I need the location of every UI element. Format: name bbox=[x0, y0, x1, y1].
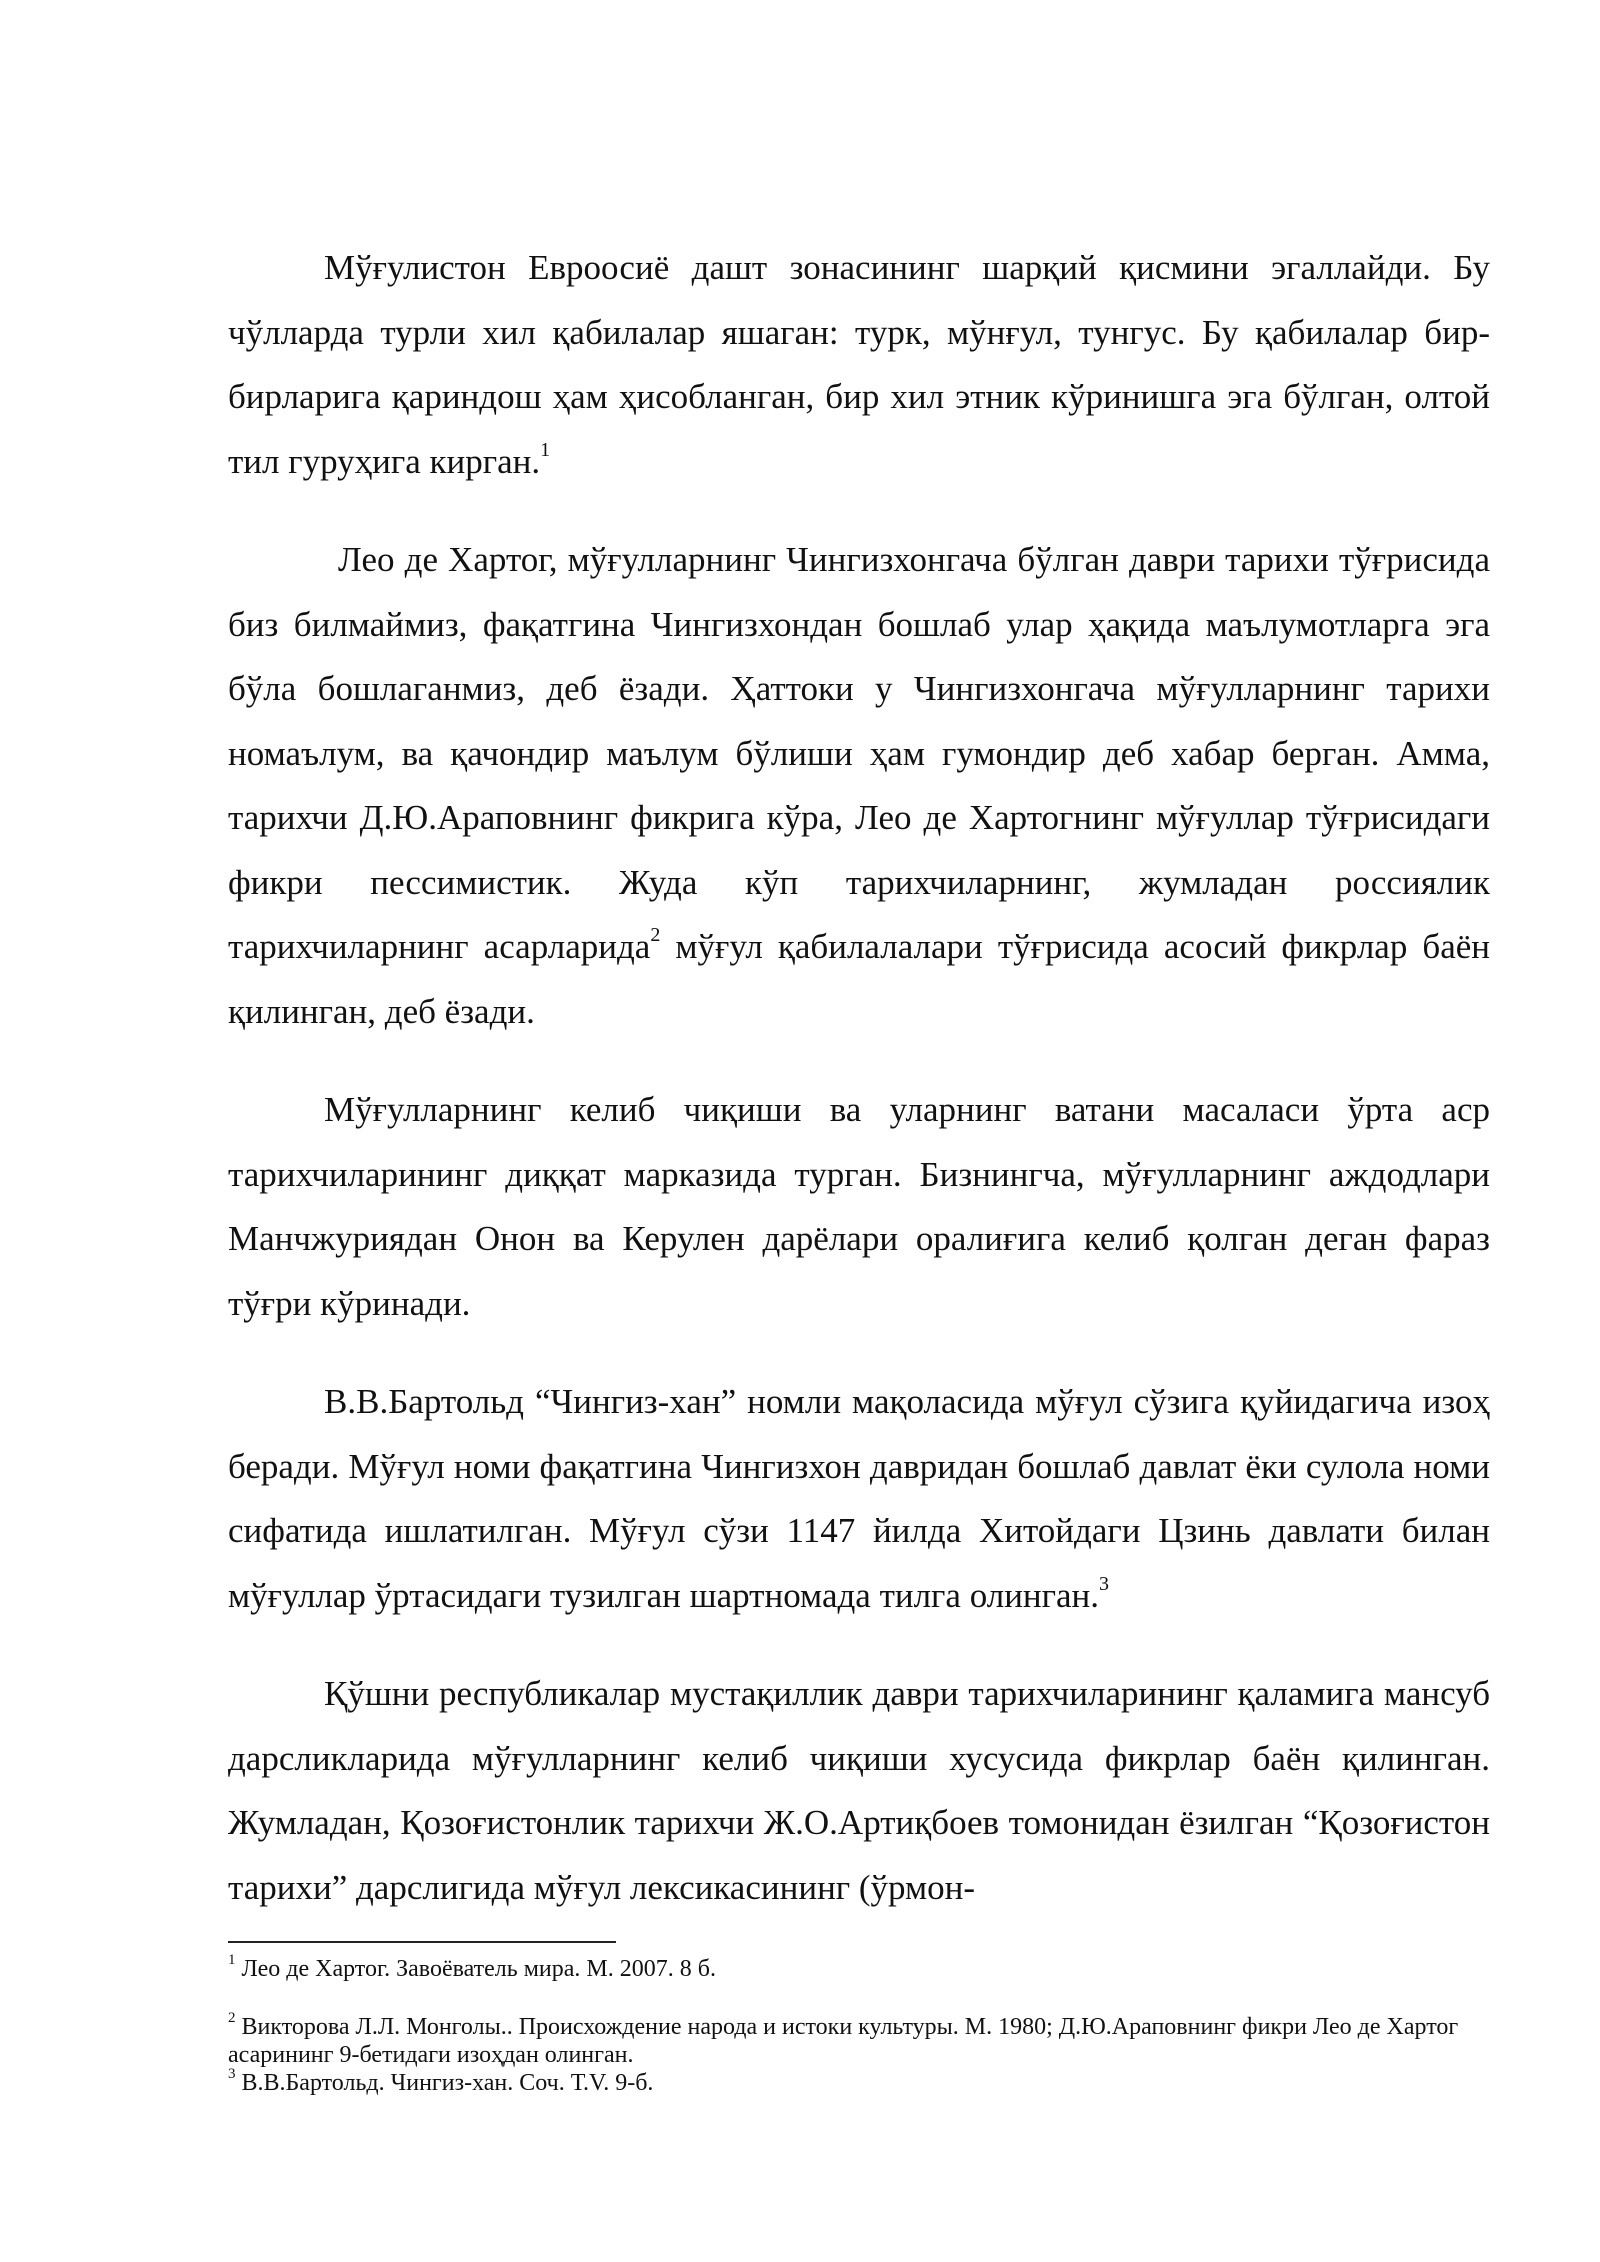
paragraph-2 bbox=[228, 528, 1490, 1044]
paragraph-3-text: Мўғулларнинг келиб чиқиши ва уларнинг ватани масаласи ўрта аср тарихчиларининг диққат марказида турган. Бизнингча, мўғулларнинг аждодлари Манчжуриядан Онон ва Керулен дарёлари оралиғига келиб қолган деган фараз тўғри кўринади. bbox=[228, 1090, 1490, 1323]
paragraph-1 bbox=[228, 236, 1490, 494]
footnote-2 bbox=[228, 2010, 1490, 2069]
body-text bbox=[228, 236, 1490, 1920]
paragraph-4 bbox=[228, 1370, 1490, 1628]
footnote-mark-2: 2 bbox=[228, 2010, 236, 2026]
footnote-3-text: В.В.Бартольд. Чингиз-хан. Соч. Т.V. 9-б. bbox=[235, 2070, 654, 2096]
footnote-2-text: Викторова Л.Л. Монголы.. Происхождение народа и истоки культуры. М. 1980; Д.Ю.Араповнинг фикри Лео де Хартог асарининг 9-бетидаги изоҳдан олинган. bbox=[228, 2014, 1459, 2068]
paragraph-2-text-continued: мўғул қабилалалари тўғрисида асосий фикрлар баён қилинган, деб ёзади. bbox=[228, 927, 1490, 1031]
paragraph-5-text: Қўшни республикалар мустақиллик даври тарихчиларининг қаламига мансуб дарсликларида мўғулларнинг келиб чиқиши хусусида фикрлар баён қилинган. Жумладан, Қозоғистонлик тарихчи Ж.О.Артиқбоев томонидан ёзилган “Қозоғистон тарихи” дарслигида мўғул лексикасининг (ўрмон- bbox=[228, 1674, 1490, 1907]
paragraph-1-text: Мўғулистон Евроосиё дашт зонасининг шарқий қисмини эгаллайди. Бу чўлларда турли хил қабилалар яшаган: турк, мўнғул, тунгус. Бу қабилалар бир-бирларига қариндош ҳам ҳисобланган, бир хил этник кўринишга эга бўлган, олтой тил гуруҳига кирган. bbox=[228, 248, 1490, 481]
footnote-mark-3: 3 bbox=[228, 2066, 236, 2082]
footnote-ref-3[interactable]: 3 bbox=[1099, 1572, 1110, 1595]
footnote-1-text: Лео де Хартог. Завоёватель мира. М. 2007. 8 б. bbox=[235, 1956, 716, 1982]
footnote-mark-1: 1 bbox=[228, 1952, 236, 1968]
footnote-ref-2[interactable]: 2 bbox=[650, 924, 661, 947]
footnote-ref-1[interactable]: 1 bbox=[540, 438, 551, 461]
paragraph-4-text: В.В.Бартольд “Чингиз-хан” номли мақоласида мўғул сўзига қуйидагича изоҳ беради. Мўғул номи фақатгина Чингизхон давридан бошлаб давлат ёки сулола номи сифатида ишлатилган. Мўғул сўзи 1147 йилда Хитойдаги Цзинь давлати билан мўғуллар ўртасидаги тузилган шартномада тилга олинган. bbox=[228, 1382, 1490, 1615]
footnotes bbox=[228, 1952, 1490, 2097]
paragraph-5 bbox=[228, 1662, 1490, 1920]
footnote-1 bbox=[228, 1952, 1490, 1983]
footnote-3 bbox=[228, 2066, 1490, 2097]
paragraph-3 bbox=[228, 1078, 1490, 1336]
footnote-separator bbox=[228, 1941, 616, 1943]
paragraph-2-text: Лео де Хартог, мўғулларнинг Чингизхонгача бўлган даври тарихи тўғрисида биз билмаймиз, фақатгина Чингизхондан бошлаб улар ҳақида маълумотларга эга бўла бошлаганмиз, деб ёзади. Ҳаттоки у Чингизхонгача мўғулларнинг тарихи номаълум, ва қачондир маълум бўлиши ҳам гумондир деб хабар берган. Амма, тарихчи Д.Ю.Араповнинг фикрига кўра, Лео де Хартогнинг мўғуллар тўғрисидаги фикри пессимистик. Жуда кўп тарихчиларнинг, жумладан россиялик тарихчиларнинг асарларида bbox=[228, 540, 1490, 966]
